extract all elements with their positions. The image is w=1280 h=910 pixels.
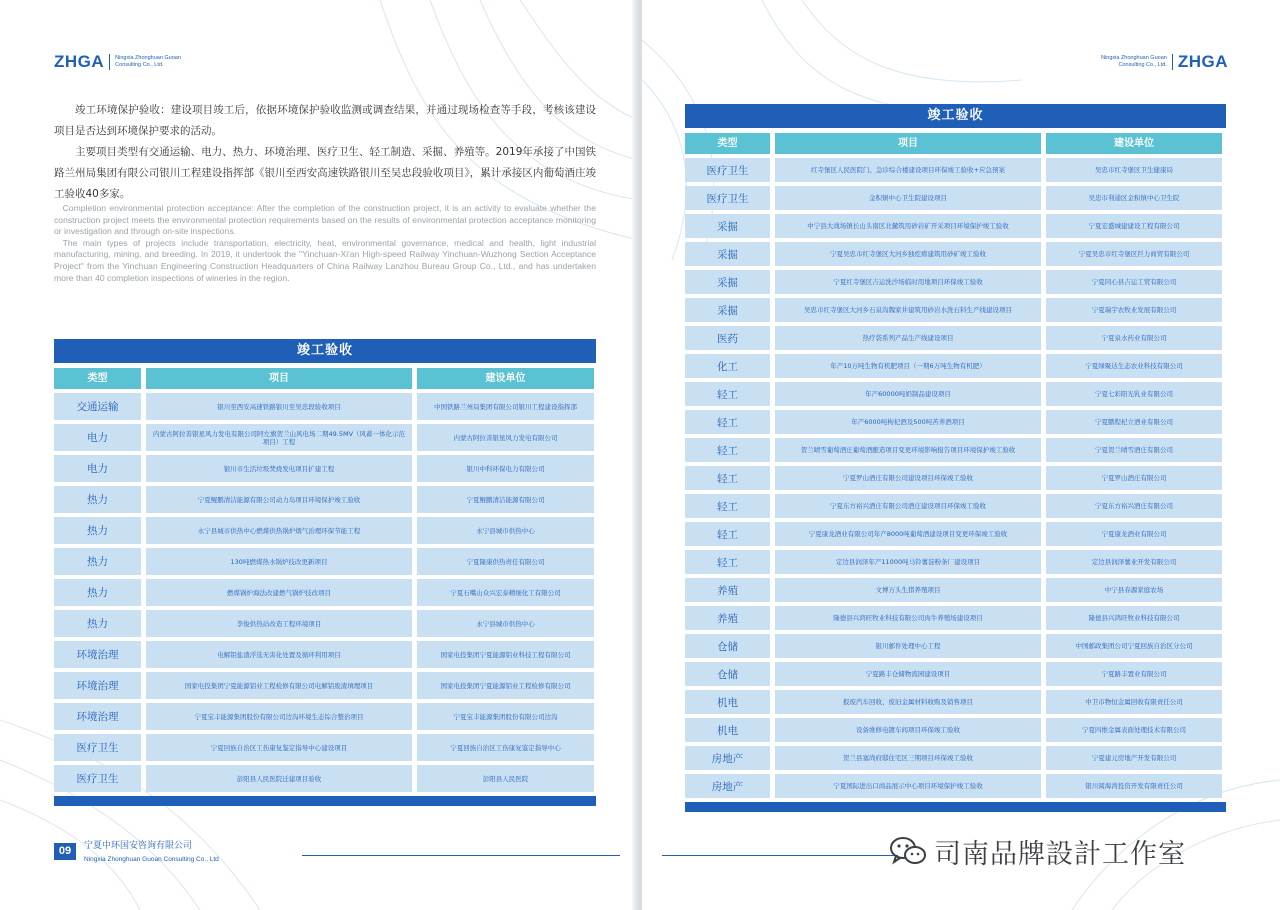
footer-company-cn: 宁夏中环国安咨询有限公司	[84, 841, 193, 851]
footer-company-en: Ningxia Zhonghuan Guoan Consulting Co., Ltd	[84, 856, 219, 863]
table-row	[54, 703, 596, 730]
watermark-text: 司南品牌設計工作室	[934, 839, 1186, 870]
cell-type: 仓储	[685, 634, 770, 658]
cell-project: 银川市生活垃圾焚烧发电项目扩建工程	[146, 455, 412, 482]
wechat-icon	[888, 835, 928, 869]
brand-logo-right	[1101, 52, 1228, 72]
brand-subtitle-right-line1: Ningxia Zhonghuan Guoan	[1101, 55, 1167, 61]
table-row	[685, 270, 1226, 294]
cell-type: 采掘	[685, 242, 770, 266]
cell-unit: 国家电投集团宁夏能源铝业工程检修有限公司	[417, 672, 594, 699]
table-row	[685, 298, 1226, 322]
cell-type: 医疗卫生	[54, 765, 141, 792]
cell-project: 银川至西安高速铁路银川至吴忠段验收项目	[146, 393, 412, 420]
cell-project: 贺兰晴雪葡萄酒庄葡萄酒酿造项目变更环境影响报告项目环境保护竣工验收	[775, 438, 1041, 462]
cell-type: 轻工	[685, 466, 770, 490]
table-row	[685, 522, 1226, 546]
brand-separator	[109, 54, 110, 70]
cell-type: 采掘	[685, 270, 770, 294]
brand-subtitle-right-line2: Consulting Co., Ltd.	[1118, 62, 1167, 68]
table-title: 竣工验收	[54, 339, 596, 363]
brand-logo-right-text: ZHGA	[1177, 52, 1228, 71]
table-header	[54, 368, 596, 389]
header-type: 类型	[54, 368, 141, 389]
cell-unit: 宁夏康龙酒业有限公司	[1046, 522, 1222, 546]
cell-unit: 宁夏宝丰能源集团股份有限公司边沟	[417, 703, 594, 730]
table-row	[54, 486, 596, 513]
table-row	[685, 326, 1226, 350]
footer	[54, 838, 219, 865]
cell-unit: 宁夏泉水药业有限公司	[1046, 326, 1222, 350]
watermark	[888, 832, 1186, 871]
table-row	[54, 610, 596, 637]
intro-cn-paragraph-2: 主要项目类型有交通运输、电力、热力、环境治理、医疗卫生、轻工制造、采掘、养殖等。2019年承接了中国铁路兰州局集团有限公司银川工程建设指挥部《银川至西安高速铁路银川至吴忠段验收项目》，累计承接区内葡萄酒庄竣工验收40多家。	[54, 146, 596, 200]
cell-unit: 中卫市物恒金属回收有限责任公司	[1046, 690, 1222, 714]
cell-type: 轻工	[685, 382, 770, 406]
cell-unit: 宁夏东方裕兴酒庄有限公司	[1046, 494, 1222, 518]
cell-unit: 宁夏宏盛城建建设工程有限公司	[1046, 214, 1222, 238]
cell-type: 热力	[54, 486, 141, 513]
cell-project: 报废汽车回收、废旧金属材料收购及销售项目	[775, 690, 1041, 714]
table-row	[685, 466, 1226, 490]
cell-type: 医疗卫生	[685, 186, 770, 210]
table-header-right	[685, 133, 1226, 154]
cell-project: 年产6000吨枸杞酒及500吨苦荞酒项目	[775, 410, 1041, 434]
cell-project: 宁夏红寺堡区吉运洗沙场临时用地项目环保竣工验收	[775, 270, 1041, 294]
table-footer-bar	[54, 796, 596, 806]
cell-type: 环境治理	[54, 641, 141, 668]
table-row	[685, 690, 1226, 714]
table-row	[54, 734, 596, 761]
table-row	[685, 354, 1226, 378]
cell-unit: 宁夏鹏程杞立酒业有限公司	[1046, 410, 1222, 434]
cell-project: 宁夏路丰仓储物流园建设项目	[775, 662, 1041, 686]
table-row	[685, 634, 1226, 658]
table-row	[685, 606, 1226, 630]
cell-project: 隆德县兴鸿旺牧业科技有限公司肉牛养殖场建设项目	[775, 606, 1041, 630]
cell-project: 永宁县城市供热中心燃煤供热锅炉烟气治理环保节能工程	[146, 517, 412, 544]
cell-unit: 中国邮政集团公司宁夏回族自治区分公司	[1046, 634, 1222, 658]
brand-subtitle-line2: Consulting Co., Ltd.	[115, 62, 164, 68]
brand-logo	[54, 52, 181, 72]
table-row	[685, 550, 1226, 574]
header-project: 项目	[146, 368, 412, 389]
table-row	[54, 455, 596, 482]
table-row	[54, 672, 596, 699]
cell-unit: 宁夏罗山酒庄有限公司	[1046, 466, 1222, 490]
cell-type: 采掘	[685, 214, 770, 238]
cell-project: 电解铝盐渣浮选无害化处置及循环利用项目	[146, 641, 412, 668]
cell-unit: 宁夏七彩阳光乳业有限公司	[1046, 382, 1222, 406]
cell-unit: 宁夏吴忠市红寺堡区巨力商贸有限公司	[1046, 242, 1222, 266]
cell-type: 医药	[685, 326, 770, 350]
table-row	[54, 641, 596, 668]
cell-unit: 永宁县城市供热中心	[417, 517, 594, 544]
cell-project: 热疗袋系列产品生产线建设项目	[775, 326, 1041, 350]
intro-chinese	[54, 100, 596, 205]
cell-project: 燃煤锅炉海法改建燃气锅炉技改项目	[146, 579, 412, 606]
table-body	[54, 393, 596, 792]
cell-unit: 宁夏石嘴山众兴宏泰精细化工有限公司	[417, 579, 594, 606]
page-number: 09	[54, 843, 76, 860]
cell-project: 内蒙古阿拉善银星风力发电有限公司阿左旗贺兰山风电场二期49.5MV（风蓄一体化示范项目）工程	[146, 424, 412, 451]
brand-subtitle	[115, 55, 181, 69]
cell-project: 宁夏东方裕兴酒庄有限公司酒庄建设项目环保竣工验收	[775, 494, 1041, 518]
table-footer-bar-right	[685, 802, 1226, 812]
cell-unit: 吴忠市利通区金积镇中心卫生院	[1046, 186, 1222, 210]
table-row	[54, 765, 596, 792]
cell-project: 定边县润泽年产11000吨马铃薯淀粉条厂建设项目	[775, 550, 1041, 574]
cell-project: 贺兰县塞尚府邸住宅区三期项目环保竣工验收	[775, 746, 1041, 770]
header-unit: 建设单位	[417, 368, 594, 389]
cell-project: 宁夏国际进出口商品展示中心项目环境保护竣工验收	[775, 774, 1041, 798]
cell-unit: 银川中科环保电力有限公司	[417, 455, 594, 482]
cell-project: 文博万头生猪养殖项目	[775, 578, 1041, 602]
cell-unit: 吴忠市红寺堡区卫生健康局	[1046, 158, 1222, 182]
cell-unit: 宁夏回族自治区工伤康复鉴定指导中心	[417, 734, 594, 761]
table-row	[685, 382, 1226, 406]
cell-unit: 国家电投集团宁夏能源铝业科技工程有限公司	[417, 641, 594, 668]
cell-project: 国家电投集团宁夏能源铝业工程检修有限公司电解铝废渣填埋项目	[146, 672, 412, 699]
table-row	[685, 494, 1226, 518]
cell-type: 轻工	[685, 550, 770, 574]
cell-type: 机电	[685, 690, 770, 714]
table-row	[54, 517, 596, 544]
cell-project: 年产10万吨生物有机肥项目（一期6万吨生物有机肥）	[775, 354, 1041, 378]
cell-project: 宁夏回族自治区工伤康复鉴定指导中心建设项目	[146, 734, 412, 761]
cell-type: 采掘	[685, 298, 770, 322]
cell-type: 电力	[54, 424, 141, 451]
table-row	[685, 214, 1226, 238]
cell-type: 热力	[54, 517, 141, 544]
cell-project: 宁夏罗山酒庄有限公司建设项目环保竣工验收	[775, 466, 1041, 490]
cell-type: 养殖	[685, 606, 770, 630]
footer-divider-right	[662, 855, 898, 856]
cell-type: 轻工	[685, 522, 770, 546]
table-row	[685, 158, 1226, 182]
cell-type: 轻工	[685, 438, 770, 462]
cell-project: 吴忠市红寺堡区大河乡石泉沟魏家井建筑用砂岩水洗石料生产线建设项目	[775, 298, 1041, 322]
cell-project: 中宁县大战场镇长山头南区北麓筑用砂岩矿开采项目环境保护竣工验收	[775, 214, 1041, 238]
cell-unit: 宁夏路丰置业有限公司	[1046, 662, 1222, 686]
brand-logo-text: ZHGA	[54, 52, 105, 71]
cell-type: 热力	[54, 548, 141, 575]
cell-type: 交通运输	[54, 393, 141, 420]
cell-type: 环境治理	[54, 672, 141, 699]
cell-project: 宁夏吴忠市红寺堡区大河乡独疙瘩建筑用砂矿竣工验收	[775, 242, 1041, 266]
cell-project: 金积镇中心卫生院建设项目	[775, 186, 1041, 210]
table-row	[54, 548, 596, 575]
cell-project: 年产60000吨奶制品建设项目	[775, 382, 1041, 406]
cell-type: 医疗卫生	[685, 158, 770, 182]
cell-type: 养殖	[685, 578, 770, 602]
table-row	[685, 186, 1226, 210]
cell-unit: 宁夏隆康供热责任有限公司	[417, 548, 594, 575]
intro-cn-paragraph-1: 竣工环境保护验收：建设项目竣工后，依据环境保护验收监测或调查结果，并通过现场检查等手段，考核该建设项目是否达到环境保护要求的活动。	[54, 104, 596, 137]
cell-unit: 定边县润泽薯业开发有限公司	[1046, 550, 1222, 574]
cell-project: 设备维修电镀车间项目环保竣工验收	[775, 718, 1041, 742]
cell-unit: 宁夏贺兰晴雪酒庄有限公司	[1046, 438, 1222, 462]
cell-unit: 内蒙古阿拉善银星风力发电有限公司	[417, 424, 594, 451]
acceptance-table-left	[54, 339, 596, 806]
cell-type: 化工	[685, 354, 770, 378]
intro-en-paragraph-2: The main types of projects include transportation, electricity, heat, environmental governance, medical and health, light industrial manufacturing, mining, and breeding. In 2019, it undertook the "Yinchuan-Xi'an High-speed Railway Yinchuan-Wuzhong Section Acceptance Project" from the Yinchuan Engineering Construction Headquarters of China Railway Lanzhou Bureau Group Co., Ltd., and has undertaken more than 40 completion inspections of wineries in the region.	[54, 237, 596, 283]
cell-unit: 宁夏建元房地产开发有限公司	[1046, 746, 1222, 770]
cell-unit: 银川阅海湾投资开发有限责任公司	[1046, 774, 1222, 798]
table-row	[54, 424, 596, 451]
header-type-right: 类型	[685, 133, 770, 154]
intro-english	[54, 203, 596, 284]
header-unit-right: 建设单位	[1046, 133, 1222, 154]
cell-unit: 中宁县春源家庭农场	[1046, 578, 1222, 602]
cell-unit: 宁夏绿聚达生态农业科技有限公司	[1046, 354, 1222, 378]
cell-project: 红寺堡区人民医院门、急诊综合楼建设项目环保竣工验收+应急预案	[775, 158, 1041, 182]
cell-unit: 宁夏瑞宇农牧业发展有限公司	[1046, 298, 1222, 322]
cell-project: 宁夏宝丰能源集团股份有限公司边沟环境生态综合整治项目	[146, 703, 412, 730]
cell-type: 房地产	[685, 774, 770, 798]
cell-project: 银川邮件处理中心工程	[775, 634, 1041, 658]
table-row	[685, 410, 1226, 434]
table-row	[685, 662, 1226, 686]
cell-unit: 隆德县兴鸿旺牧业科技有限公司	[1046, 606, 1222, 630]
table-row	[54, 579, 596, 606]
cell-type: 房地产	[685, 746, 770, 770]
table-row	[685, 718, 1226, 742]
cell-unit: 宁夏鲲鹏清洁能源有限公司	[417, 486, 594, 513]
cell-type: 机电	[685, 718, 770, 742]
intro-en-paragraph-1: Completion environmental protection acceptance: After the completion of the construction project, it is an activity to evaluate whether the construction project meets the environmental protection requirements based on the results of environmental protection acceptance monitoring or investigation and through on-site inspections.	[54, 203, 596, 237]
footer-divider	[302, 855, 620, 856]
cell-type: 轻工	[685, 410, 770, 434]
cell-type: 医疗卫生	[54, 734, 141, 761]
cell-type: 热力	[54, 579, 141, 606]
table-row	[54, 393, 596, 420]
table-row	[685, 578, 1226, 602]
table-row	[685, 774, 1226, 798]
cell-type: 热力	[54, 610, 141, 637]
cell-type: 环境治理	[54, 703, 141, 730]
left-page	[0, 0, 638, 910]
cell-unit: 宁夏同心县吉运工贸有限公司	[1046, 270, 1222, 294]
brand-subtitle-line1: Ningxia Zhonghuan Guoan	[115, 55, 181, 61]
cell-project: 宁夏康龙酒业有限公司年产8000吨葡萄酒建设项目变更环保竣工验收	[775, 522, 1041, 546]
brand-subtitle-right	[1101, 55, 1167, 69]
cell-type: 电力	[54, 455, 141, 482]
table-title-right: 竣工验收	[685, 104, 1226, 128]
table-row	[685, 746, 1226, 770]
cell-project: 130吨燃煤热水锅炉技改更新项目	[146, 548, 412, 575]
cell-project: 宁夏鲲鹏清洁能源有限公司动力岛项目环境保护竣工验收	[146, 486, 412, 513]
header-project-right: 项目	[775, 133, 1041, 154]
table-row	[685, 438, 1226, 462]
cell-unit: 宁夏四维金属表面处理技术有限公司	[1046, 718, 1222, 742]
brand-separator-right	[1172, 54, 1173, 70]
table-body-right	[685, 158, 1226, 798]
cell-unit: 中国铁路兰州局集团有限公司银川工程建设指挥部	[417, 393, 594, 420]
footer-company	[84, 838, 219, 865]
cell-unit: 彭阳县人民医院	[417, 765, 594, 792]
cell-project: 彭阳县人民医院迁建项目验收	[146, 765, 412, 792]
cell-type: 轻工	[685, 494, 770, 518]
cell-type: 仓储	[685, 662, 770, 686]
cell-unit: 永宁县城市供热中心	[417, 610, 594, 637]
cell-project: 李俊供热站改造工程环境项目	[146, 610, 412, 637]
table-row	[685, 242, 1226, 266]
acceptance-table-right	[685, 104, 1226, 812]
